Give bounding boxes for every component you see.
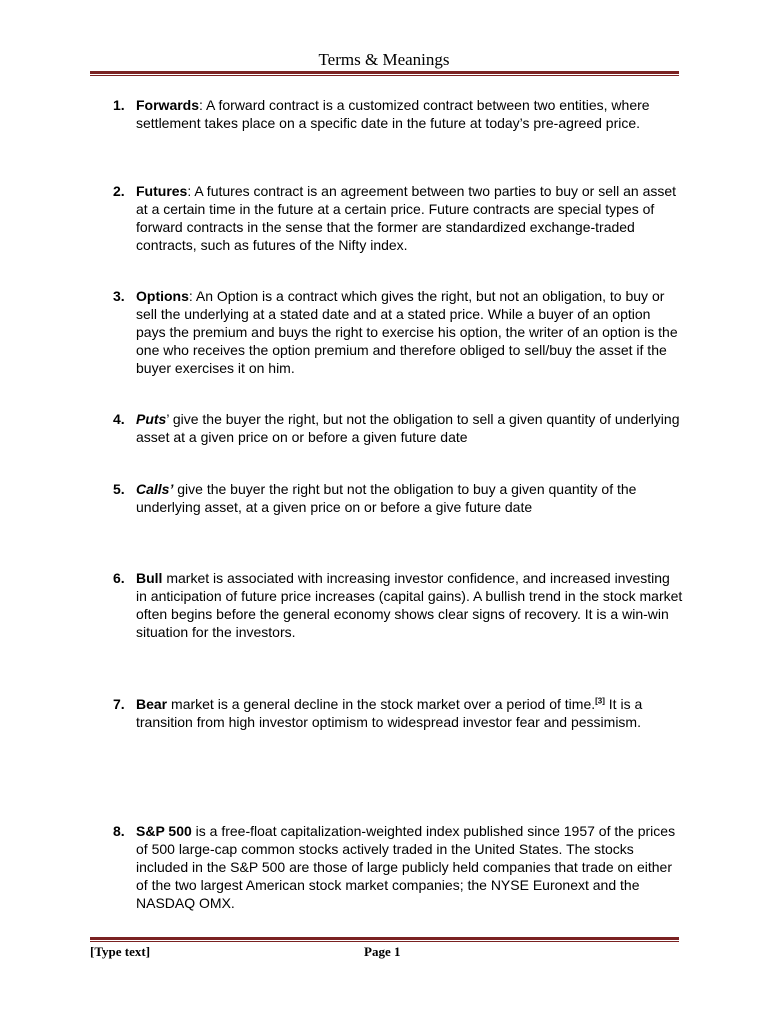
footer-rule bbox=[90, 937, 679, 942]
term-item bbox=[113, 410, 683, 446]
term-item bbox=[113, 480, 683, 516]
header-rule bbox=[90, 71, 679, 76]
term-name: Bull bbox=[136, 570, 163, 586]
term-name: Calls’ bbox=[136, 481, 174, 497]
term-definition: ’ give the buyer the right, but not the obligation to sell a given quantity of underlying asset at a given price on or before a given future date bbox=[136, 411, 680, 445]
term-name: Futures bbox=[136, 183, 188, 199]
term-item bbox=[113, 287, 683, 377]
term-name: Forwards bbox=[136, 97, 200, 113]
citation-marker: [3] bbox=[595, 696, 605, 706]
term-number: 7. bbox=[113, 696, 125, 712]
footer-placeholder-text: [Type text] bbox=[90, 944, 151, 959]
term-number: 8. bbox=[113, 823, 125, 839]
term-definition: : An Option is a contract which gives the right, but not an obligation, to buy or sell the underlying at a stated date and at a stated price. While a buyer of an option pays the premium and buys the right to exercise his option, the writer of an option is the one who receives the option premium and therefore obliged to sell/buy the asset if the buyer exercises it on him. bbox=[136, 288, 678, 376]
term-definition: give the buyer the right but not the obligation to buy a given quantity of the underlying asset, at a given price on or before a give future date bbox=[136, 481, 637, 515]
term-definition: is a free-float capitalization-weighted index published since 1957 of the prices of 500 large-cap common stocks actively traded in the United States. The stocks included in the S&P 500 are those of large publicly held companies that trade on either of the two largest American stock market companies; the NYSE Euronext and the NASDAQ OMX. bbox=[136, 823, 676, 911]
term-definition: : A forward contract is a customized contract between two entities, where settlement takes place on a specific date in the future at today’s pre-agreed price. bbox=[136, 97, 650, 131]
term-number: 4. bbox=[113, 411, 125, 427]
term-item bbox=[113, 182, 683, 254]
term-name: Options bbox=[136, 288, 189, 304]
term-definition: market is a general decline in the stock market over a period of time. bbox=[167, 696, 596, 712]
term-definition: market is associated with increasing investor confidence, and increased investing in anticipation of future price increases (capital gains). A bullish trend in the stock market often begins before the general economy shows clear signs of recovery. It is a win-win situation for the investors. bbox=[136, 570, 683, 640]
term-item bbox=[113, 569, 683, 641]
term-item bbox=[113, 96, 683, 132]
term-number: 2. bbox=[113, 183, 125, 199]
term-name: Puts bbox=[136, 411, 167, 427]
term-number: 6. bbox=[113, 570, 125, 586]
page-number: Page 1 bbox=[364, 944, 401, 959]
term-name: Bear bbox=[136, 696, 168, 712]
term-number: 1. bbox=[113, 97, 125, 113]
term-number: 3. bbox=[113, 288, 125, 304]
term-item bbox=[113, 822, 683, 912]
term-number: 5. bbox=[113, 481, 125, 497]
term-name: S&P 500 bbox=[136, 823, 192, 839]
term-definition: : A futures contract is an agreement between two parties to buy or sell an asset at a certain time in the future at a certain price. Future contracts are special types of forward contracts in the sense that the former are standardized exchange-traded contracts, such as futures of the Nifty index. bbox=[136, 183, 677, 253]
term-item bbox=[113, 695, 683, 731]
term-definition-continued: It is a transition from high investor optimism to widespread investor fear and pessimism. bbox=[136, 696, 643, 730]
page-title: Terms & Meanings bbox=[318, 50, 450, 69]
